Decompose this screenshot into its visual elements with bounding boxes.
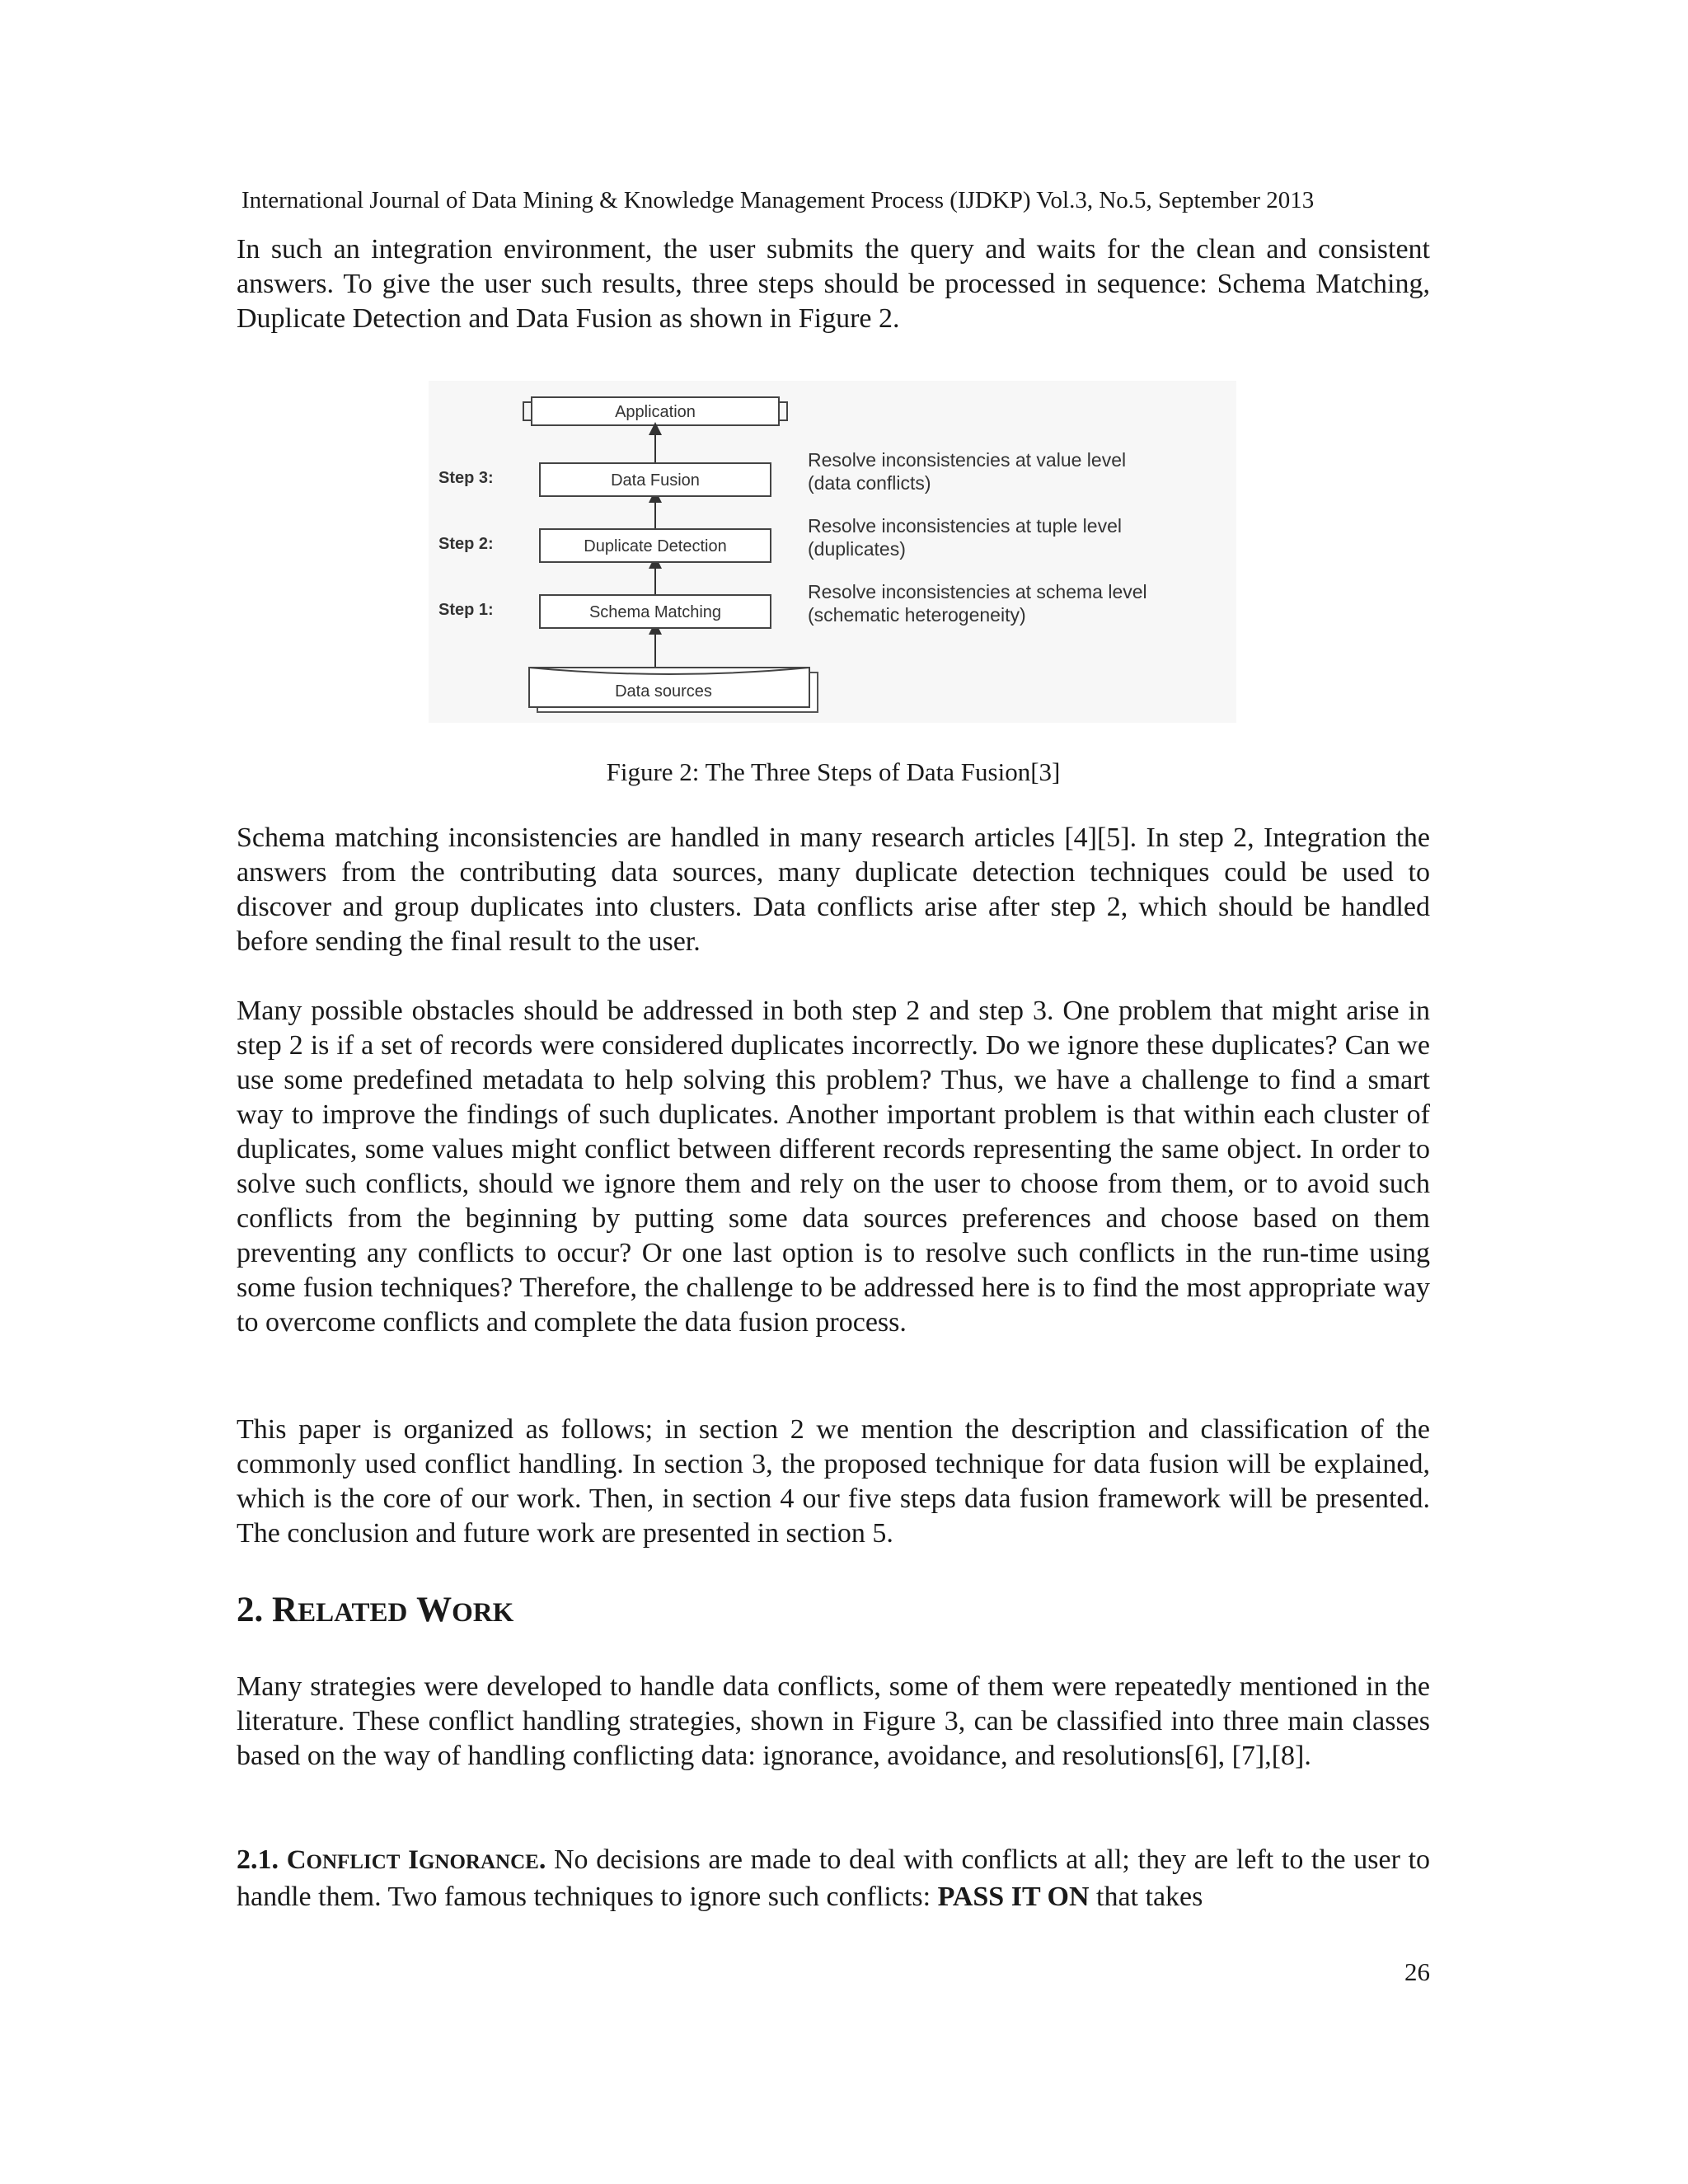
step-1-desc-line2: (schematic heterogeneity) xyxy=(808,604,1026,626)
subsection-2-1-w1-rest: ONFLICT xyxy=(306,1851,401,1873)
page-number: 26 xyxy=(1404,1957,1430,1986)
duplicate-detection-box: Duplicate Detection xyxy=(584,537,727,555)
subsection-2-1-end: . xyxy=(538,1844,546,1875)
step-2-label: Step 2: xyxy=(438,535,494,553)
step-3-desc-line2: (data conflicts) xyxy=(808,472,931,494)
schema-matching-box: Schema Matching xyxy=(588,603,722,621)
figure-2-caption: Figure 2: The Three Steps of Data Fusion[3] xyxy=(606,757,1061,786)
step-3-row xyxy=(438,449,1126,496)
running-header: International Journal of Data Mining & Knowledge Management Process (IJDKP) Vol.3, No.5, September 2013 xyxy=(241,187,1315,213)
paragraph-obstacles: Many possible obstacles should be addressed in both step 2 and step 3. One problem that might arise in step 2 is if a set of records were considered duplicates incorrectly. Do we ignore these duplicates? Can we use some predefined metadata to help solving this problem? Thus, we have a challenge to find a smart way to improve the findings of such duplicates. Another important problem is that within each cluster of duplicates, some values might conflict between different records representing the same object. In order to solve such conflicts, should we ignore them and rely on the user to choose from them, or to avoid such conflicts from the beginning by putting some data sources preferences and choose based on them preventing any conflicts to occur? Or one last option is to resolve such conflicts in the run-time using some fusion techniques? Therefore, the challenge to be addressed here is to find the most appropriate way to overcome conflicts and complete the data fusion process. xyxy=(237,996,1430,1338)
step-2-row xyxy=(438,515,1122,562)
pass-it-on-term: PASS IT ON xyxy=(937,1882,1090,1912)
section-2-w2-rest: ORK xyxy=(452,1598,514,1628)
data-fusion-box: Data Fusion xyxy=(611,471,700,490)
step-1-desc-line1: Resolve inconsistencies at schema level xyxy=(808,581,1147,602)
step-2-desc-line2: (duplicates) xyxy=(808,538,906,560)
conflict-ignorance-text-b: that takes xyxy=(1089,1882,1203,1912)
application-label: Application xyxy=(615,403,696,421)
figure-2-diagram xyxy=(429,381,1236,723)
subsection-2-1-w2-rest: GNORANCE xyxy=(418,1851,539,1873)
subsection-2-1-number: 2.1. xyxy=(237,1844,287,1875)
step-3-label: Step 3: xyxy=(438,469,494,487)
section-2-number: 2. xyxy=(237,1591,272,1629)
step-1-row xyxy=(438,581,1147,628)
paragraph-intro: In such an integration environment, the user submits the query and waits for the clean and consistent answers. To give the user such results, three steps should be processed in sequence: Schema Matching, Duplicate Detection and Data Fusion as shown in Figure 2. xyxy=(237,234,1430,334)
data-sources-label: Data sources xyxy=(615,682,712,701)
data-sources-shape xyxy=(529,668,818,712)
section-2-heading xyxy=(237,1589,513,1634)
section-2-w2-first: W xyxy=(416,1591,452,1629)
paragraph-schema-matching: Schema matching inconsistencies are handled in many research articles [4][5]. In step 2, Integration the answers from the contributing data sources, many duplicate detection techniques could be used to discover and group duplicates into clusters. Data conflicts arise after step 2, which should be handled before sending the final result to the user. xyxy=(237,823,1430,957)
step-1-label: Step 1: xyxy=(438,601,494,619)
paragraph-related-work: Many strategies were developed to handle data conflicts, some of them were repeatedly mentioned in the literature. These conflict handling strategies, shown in Figure 3, can be classified into three main classes based on the way of handling conflicting data: ignorance, avoidance, and resolutions[6], [7],[8]. xyxy=(237,1671,1430,1771)
step-2-desc-line1: Resolve inconsistencies at tuple level xyxy=(808,515,1122,537)
subsection-2-1-w2-first: I xyxy=(408,1845,419,1875)
step-3-desc-line1: Resolve inconsistencies at value level xyxy=(808,449,1127,471)
section-2-w1-first: R xyxy=(272,1591,298,1629)
paragraph-conflict-ignorance xyxy=(237,1843,1430,1915)
paragraph-organization: This paper is organized as follows; in section 2 we mention the description and classification of the commonly used conflict handling. In section 3, the proposed technique for data fusion will be explained, which is the core of our work. Then, in section 4 our five steps data fusion framework will be presented. The conclusion and future work are presented in section 5. xyxy=(237,1414,1430,1549)
subsection-2-1-w1-first: C xyxy=(286,1845,307,1875)
application-box xyxy=(523,397,787,425)
conflict-ignorance-text-a: No decisions are made to deal with conflicts at all; they are left to the user to handle them. Two famous techniques to ignore such conflicts: xyxy=(237,1844,1431,1912)
section-2-w1-rest: ELATED xyxy=(298,1598,408,1628)
